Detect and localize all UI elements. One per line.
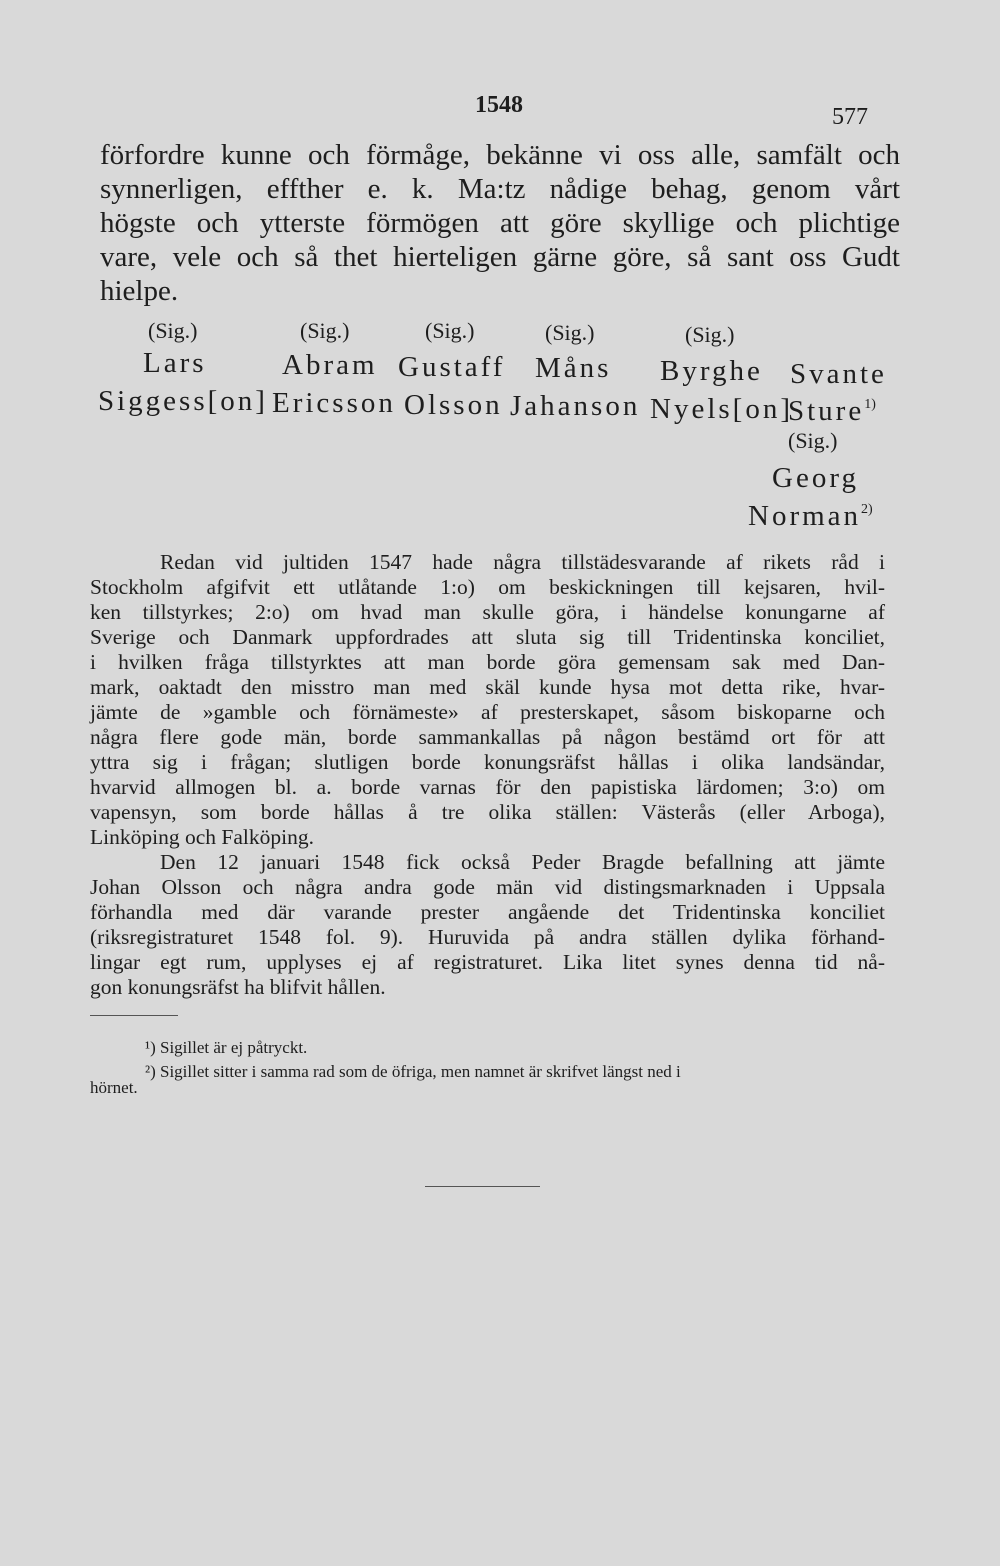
seal-label: (Sig.) bbox=[425, 318, 475, 343]
intro-line: vare, vele och så thet hierteligen gärne göre, så sant oss Gudt bbox=[100, 241, 900, 273]
signatory-surname bbox=[748, 500, 873, 533]
intro-line: synnerligen, effther e. k. Ma:tz nådige behag, genom vårt bbox=[100, 173, 900, 205]
body-line: Stockholm afgifvit ett utlåtande 1:o) om beskickningen till kejsaren, hvil- bbox=[90, 575, 885, 599]
seal-label: (Sig.) bbox=[148, 318, 198, 343]
intro-line: högste och ytterste förmögen att göre skyllige och plichtige bbox=[100, 207, 900, 239]
body-line: (riksregistraturet 1548 fol. 9). Huruvida på andra ställen dylika förhand- bbox=[90, 925, 885, 949]
seal-label: (Sig.) bbox=[788, 428, 838, 453]
signatory-first-name: Lars bbox=[143, 347, 207, 379]
body-line: mark, oaktadt den misstro man med skäl kunde hysa mot detta rike, hvar- bbox=[90, 675, 885, 699]
signatory-first-name: Byrghe bbox=[660, 355, 763, 387]
body-line: Redan vid jultiden 1547 hade några tillstädesvarande af rikets råd i bbox=[160, 550, 885, 574]
signatory-surname: Siggess[on] bbox=[98, 385, 268, 417]
intro-line: förfordre kunne och förmåge, bekänne vi oss alle, samfält och bbox=[100, 139, 900, 171]
signatory-first-name: Abram bbox=[282, 349, 378, 381]
body-line: Den 12 januari 1548 fick också Peder Bragde befallning att jämte bbox=[160, 850, 885, 874]
body-line: jämte de »gamble och förnämeste» af presterskapet, såsom biskoparne och bbox=[90, 700, 885, 724]
seal-label: (Sig.) bbox=[685, 322, 735, 347]
footnote-divider bbox=[90, 1015, 178, 1016]
body-line: Sverige och Danmark uppfordrades att sluta sig till Tridentinska konciliet, bbox=[90, 625, 885, 649]
signatory-surname: Olsson bbox=[404, 389, 503, 421]
signatory-surname-text: Sture bbox=[788, 395, 865, 427]
body-line: lingar egt rum, upplyses ej af registraturet. Lika litet synes denna tid nå- bbox=[90, 950, 885, 974]
signatory-surname: Nyels[on] bbox=[650, 393, 793, 425]
signatory-surname: Ericsson bbox=[272, 387, 396, 419]
footnote-1: ¹) Sigillet är ej påtryckt. bbox=[145, 1038, 308, 1057]
footnote-ref: 2) bbox=[861, 502, 873, 517]
footnote-2: ²) Sigillet sitter i samma rad som de öfriga, men namnet är skrifvet längst ned i bbox=[145, 1062, 681, 1081]
signatory-surname bbox=[788, 395, 876, 428]
page-year: 1548 bbox=[475, 92, 523, 118]
seal-label: (Sig.) bbox=[545, 320, 595, 345]
commentary-text bbox=[90, 550, 885, 1000]
body-line: förhandla med där varande prester angående det Tridentinska konciliet bbox=[90, 900, 885, 924]
body-line: i hvilken fråga tillstyrktes att man borde göra gemensam sak med Dan- bbox=[90, 650, 885, 674]
body-line: vapensyn, som borde hållas å tre olika ställen: Västerås (eller Arboga), bbox=[90, 800, 885, 824]
body-line: Linköping och Falköping. bbox=[90, 825, 314, 849]
intro-line: hielpe. bbox=[100, 275, 179, 307]
body-line: gon konungsräfst ha blifvit hållen. bbox=[90, 975, 386, 999]
signatory-first-name: Gustaff bbox=[398, 351, 506, 383]
footnote-ref: 1) bbox=[864, 397, 876, 412]
signatory-first-name: Georg bbox=[772, 462, 859, 494]
body-line: ken tillstyrkes; 2:o) om hvad man skulle göra, i händelse konungarne af bbox=[90, 600, 885, 624]
seal-label: (Sig.) bbox=[300, 318, 350, 343]
end-rule bbox=[425, 1186, 540, 1187]
body-line: Johan Olsson och några andra gode män vid distingsmarknaden i Uppsala bbox=[90, 875, 885, 899]
body-line: hvarvid allmogen bl. a. borde varnas för den papistiska lärdomen; 3:o) om bbox=[90, 775, 885, 799]
page-number: 577 bbox=[832, 104, 868, 130]
signatory-first-name: Svante bbox=[790, 358, 887, 390]
signatory-surname: Jahanson bbox=[510, 390, 641, 422]
intro-paragraph bbox=[100, 138, 900, 308]
footnote-2-continued: hörnet. bbox=[90, 1078, 138, 1097]
signatory-surname-text: Norman bbox=[748, 500, 862, 532]
signatory-first-name: Måns bbox=[535, 352, 612, 384]
body-line: yttra sig i frågan; slutligen borde konungsräfst hållas i olika landsändar, bbox=[90, 750, 885, 774]
body-line: några flere gode män, borde sammankallas på någon bestämd ort för att bbox=[90, 725, 885, 749]
